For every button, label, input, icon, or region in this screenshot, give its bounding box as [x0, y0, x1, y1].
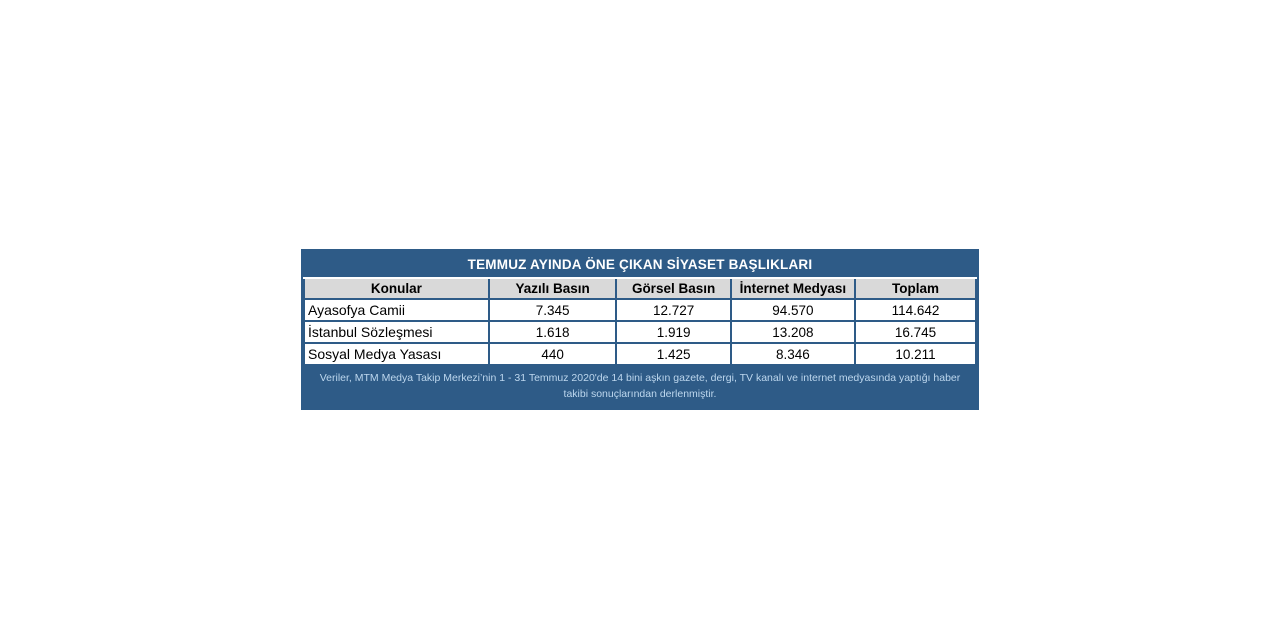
source-footnote: Veriler, MTM Medya Takip Merkezi’nin 1 - 31 Temmuz 2020'de 14 bini aşkın gazete, dergi, TV kanalı ve internet medyasında yaptığı haber takibi sonuçlarından derlenmiştir. [303, 366, 977, 408]
value-cell: 114.642 [855, 299, 976, 321]
col-header-yazili-basin: Yazılı Basın [489, 279, 617, 299]
value-cell: 1.919 [616, 321, 730, 343]
value-cell: 1.425 [616, 343, 730, 365]
header-row [304, 279, 976, 299]
topic-cell: Sosyal Medya Yasası [304, 343, 489, 365]
value-cell: 16.745 [855, 321, 976, 343]
col-header-gorsel-basin: Görsel Basın [616, 279, 730, 299]
value-cell: 10.211 [855, 343, 976, 365]
value-cell: 12.727 [616, 299, 730, 321]
table-row [304, 343, 976, 365]
value-cell: 94.570 [731, 299, 855, 321]
value-cell: 7.345 [489, 299, 617, 321]
value-cell: 13.208 [731, 321, 855, 343]
topic-cell: Ayasofya Camii [304, 299, 489, 321]
col-header-internet-medyasi: İnternet Medyası [731, 279, 855, 299]
table-row [304, 321, 976, 343]
topic-cell: İstanbul Sözleşmesi [304, 321, 489, 343]
value-cell: 440 [489, 343, 617, 365]
value-cell: 1.618 [489, 321, 617, 343]
politics-topics-table [301, 249, 979, 410]
col-header-konular: Konular [304, 279, 489, 299]
table-title: TEMMUZ AYINDA ÖNE ÇIKAN SİYASET BAŞLIKLARI [303, 251, 977, 279]
data-table [303, 279, 977, 366]
value-cell: 8.346 [731, 343, 855, 365]
col-header-toplam: Toplam [855, 279, 976, 299]
table-row [304, 299, 976, 321]
